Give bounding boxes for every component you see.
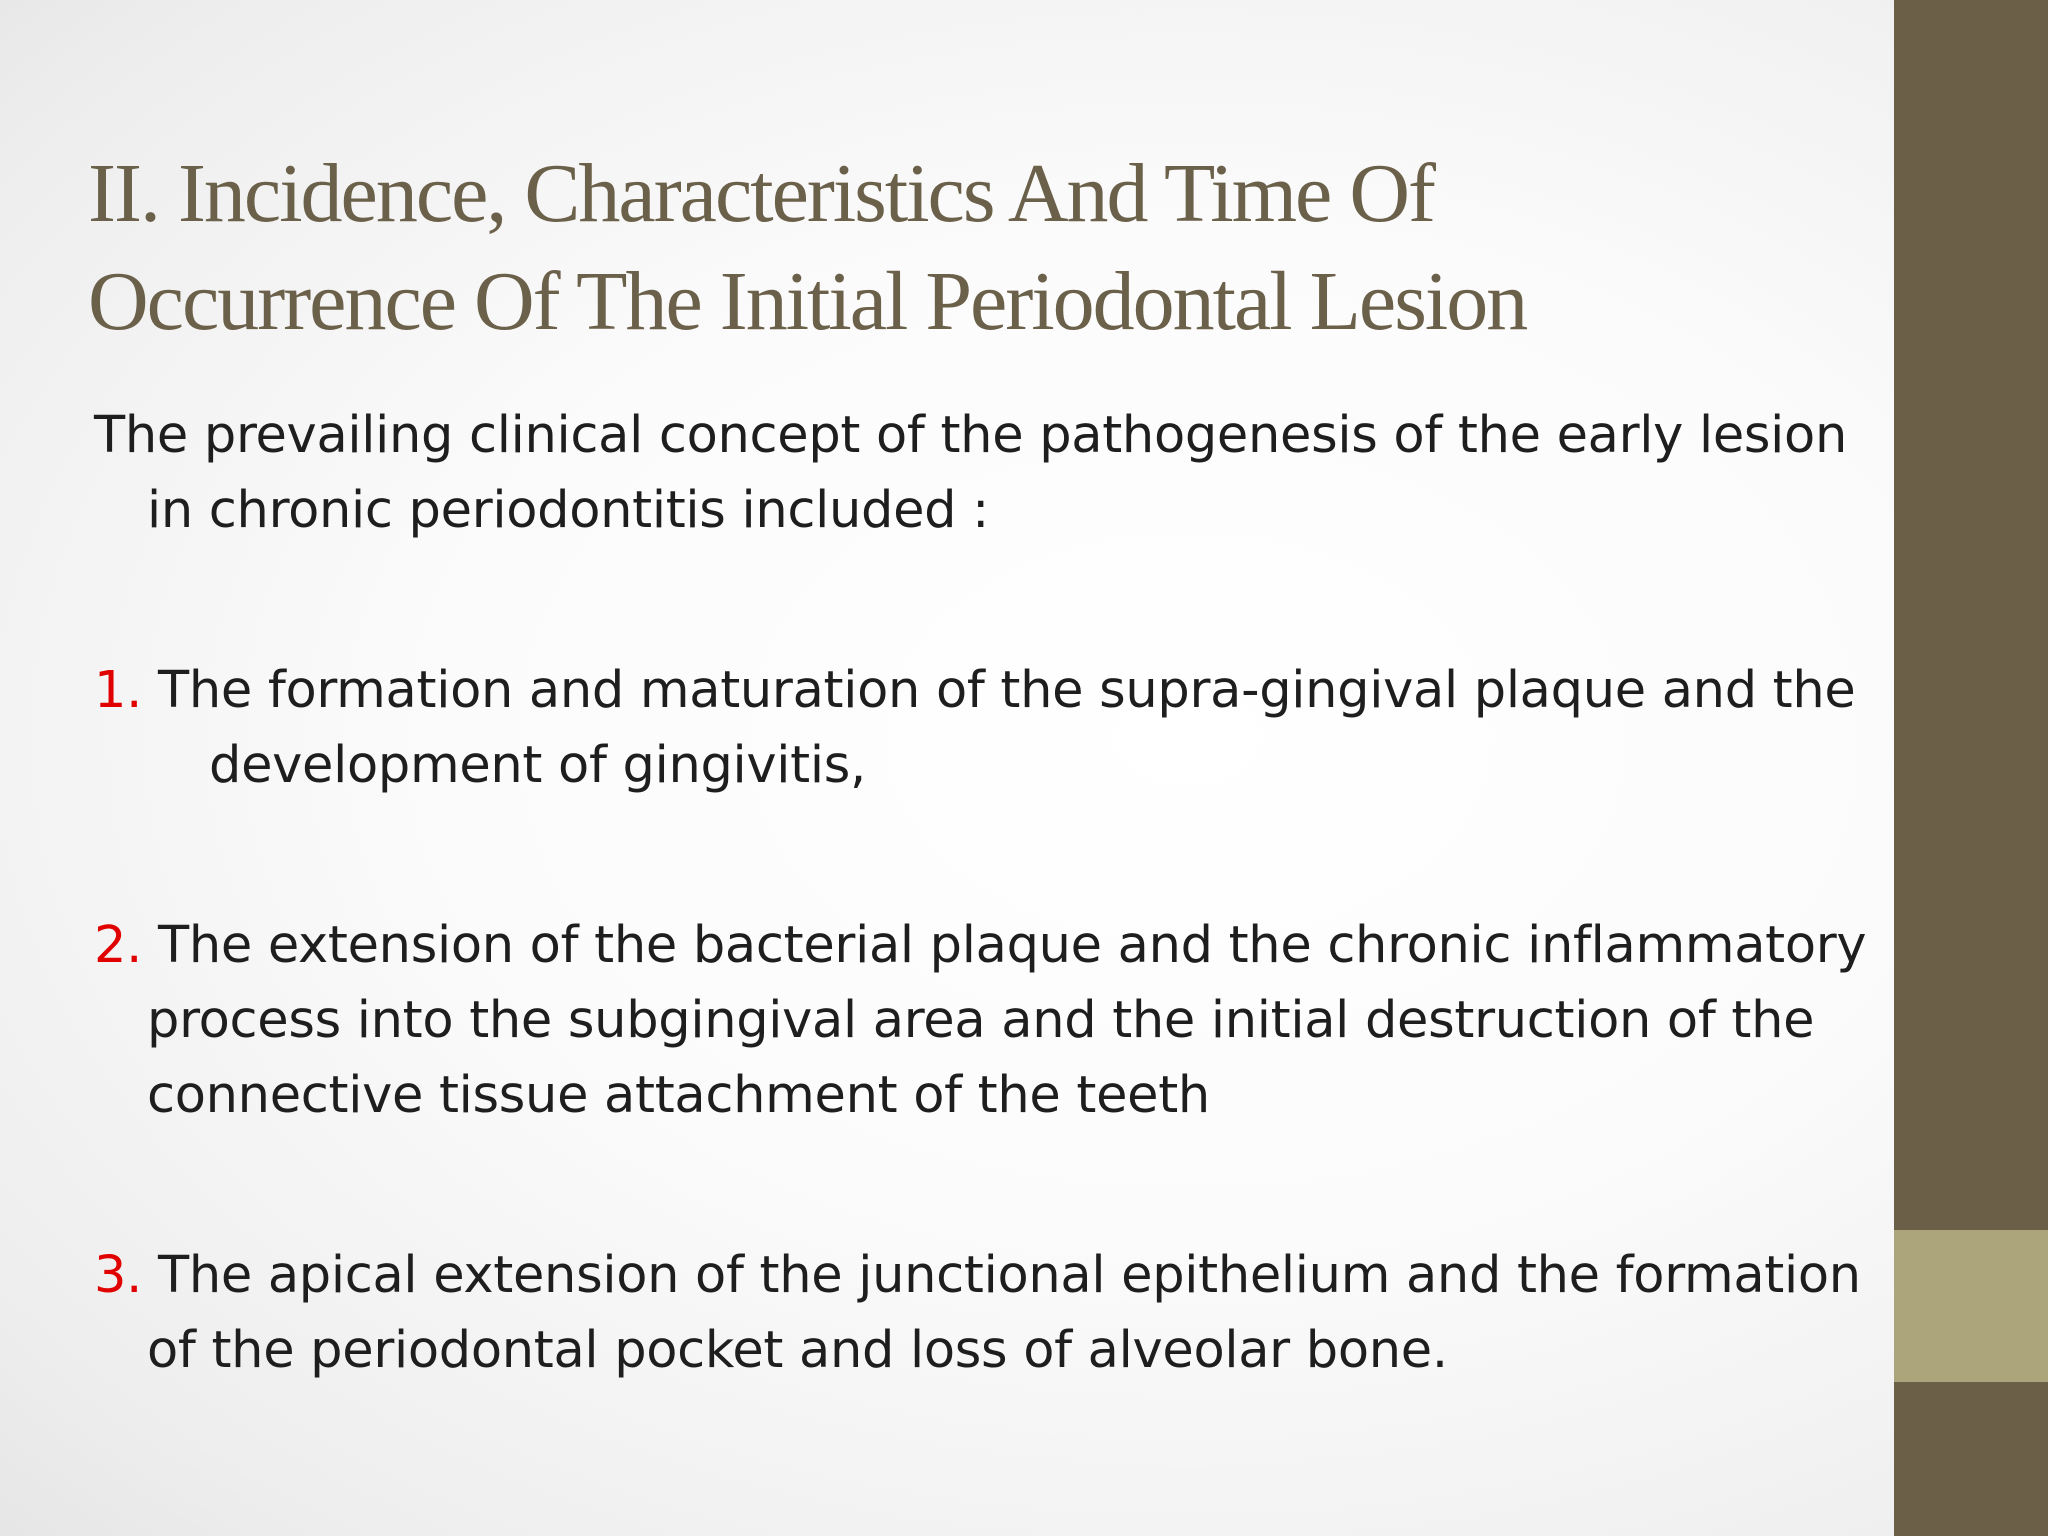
slide-title-line-1: II. Incidence, Characteristics And Time Of bbox=[88, 147, 1434, 240]
intro-paragraph: The prevailing clinical concept of the pathogenesis of the early lesion in chronic periodontitis included : bbox=[94, 406, 1847, 540]
list-item-1 bbox=[94, 653, 1894, 803]
list-number-1: 1. bbox=[94, 661, 143, 720]
list-number-3: 3. bbox=[94, 1246, 143, 1305]
slide-title bbox=[88, 140, 1868, 356]
slide-body bbox=[94, 398, 1894, 1388]
list-item-3-text: The apical extension of the junctional epithelium and the formation of the periodontal pocket and loss of alveolar bone. bbox=[147, 1246, 1861, 1380]
list-item-1-text-line-1: The formation and maturation of the supra-gingival plaque and the bbox=[157, 661, 1856, 720]
slide-title-line-2: Occurrence Of The Initial Periodontal Lesion bbox=[88, 255, 1527, 348]
decorative-side-accent bbox=[1894, 1230, 2048, 1382]
list-number-2: 2. bbox=[94, 916, 143, 975]
list-item-1-text-line-2: development of gingivitis, bbox=[209, 736, 866, 795]
list-item-3 bbox=[94, 1238, 1894, 1388]
list-item-2-text: The extension of the bacterial plaque and the chronic inflammatory process into the subgingival area and the initial destruction of the connective tissue attachment of the teeth bbox=[147, 916, 1867, 1125]
list-item-2 bbox=[94, 908, 1894, 1133]
